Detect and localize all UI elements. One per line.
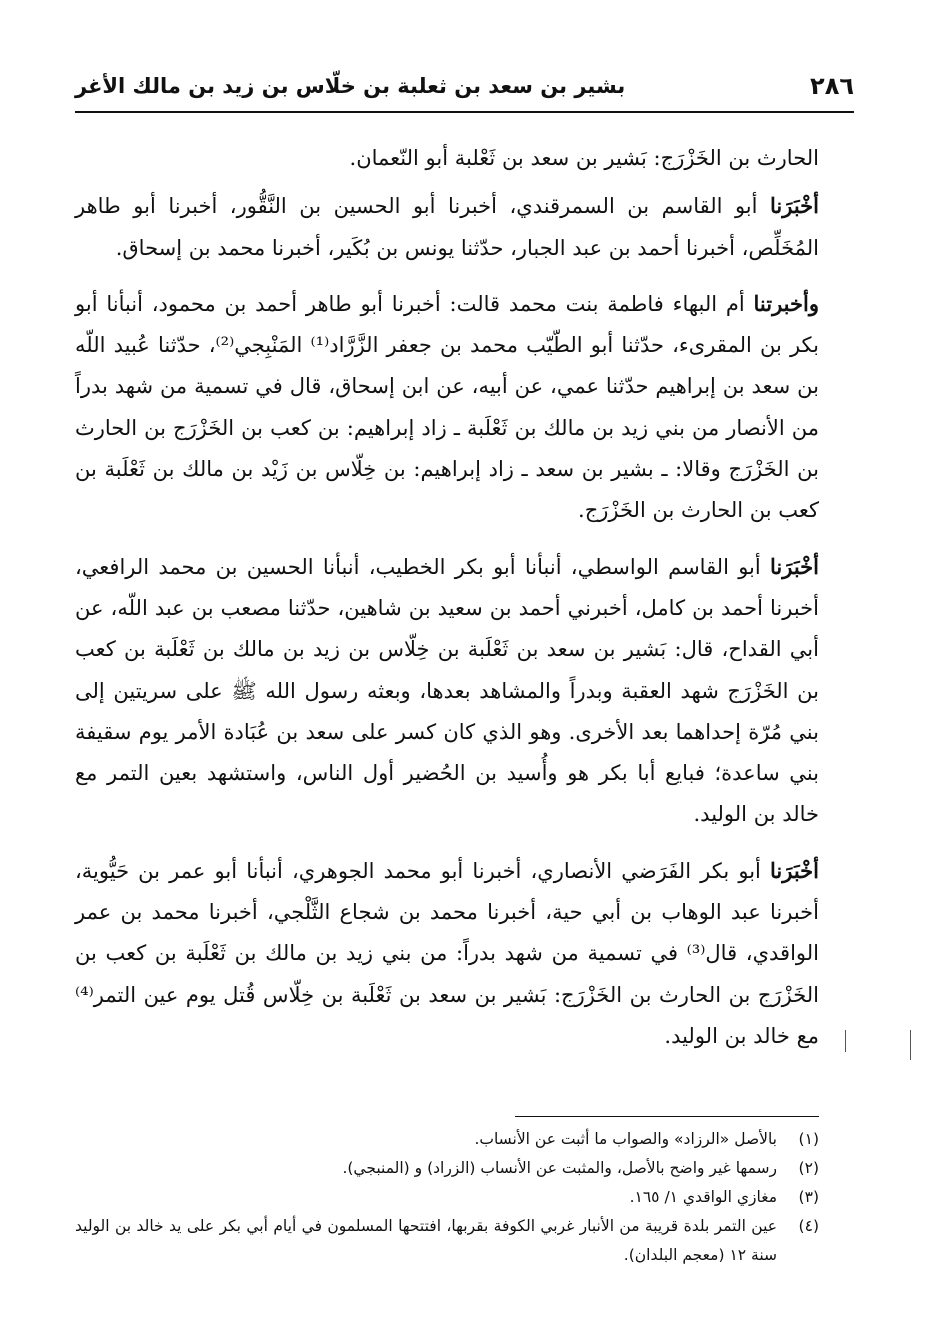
header-rule <box>75 111 854 113</box>
paragraph-5-text: أبو بكر الفَرَضي الأنصاري، أخبرنا أبو محمد الجوهري، أنبأنا أبو عمر بن حَيُّوية، أخبرنا عبد الوهاب بن أبي حية، أخبرنا محمد بن شجاع الثَّلْجي، أخبرنا محمد بن عمر الواقدي، قال⁽³⁾ في تسمية من شهد بدراً: من بني زيد بن مالك بن ثَعْلَبة بن كعب بن الخَزْرَج بن الحارث بن الخَزْرَج: بَشير بن سعد بن ثَعْلَبة بن خِلّاس قُتل يوم عين التمر⁽⁴⁾ مع خالد بن الوليد. <box>75 858 819 1048</box>
footnote-3 <box>75 1183 819 1212</box>
footnote-text: رسمها غير واضح بالأصل، والمثبت عن الأنساب (الزراد) و (المنبجي). <box>342 1159 777 1177</box>
footnotes <box>75 1125 819 1270</box>
paragraph-2 <box>75 185 819 269</box>
footnote-text: مغازي الواقدي ١/ ١٦٥. <box>629 1188 777 1206</box>
paragraph-3 <box>75 283 819 532</box>
footnote-number: (٤) <box>798 1217 819 1235</box>
page-header <box>75 72 854 110</box>
paragraph-3-lead: وأخبرتنا <box>753 290 819 316</box>
paragraph-2-text: أبو القاسم بن السمرقندي، أخبرنا أبو الحسين بن النَّقُّور، أخبرنا أبو طاهر المُخَلِّص، أخبرنا أحمد بن عبد الجبار، حدّثنا يونس بن بُكَير، أخبرنا محمد بن إسحاق. <box>75 194 819 260</box>
paragraph-2-lead: أخْبَرَنا <box>770 193 819 219</box>
paragraph-4-lead: أخْبَرَنا <box>770 553 819 579</box>
page-number: ٢٨٦ <box>810 72 854 100</box>
main-text <box>75 138 819 1071</box>
footnote-4 <box>75 1212 819 1270</box>
paragraph-1: الحارث بن الخَزْرَج: بَشير بن سعد بن ثَعْلبة أبو النّعمان. <box>349 146 819 170</box>
footnote-text: عين التمر بلدة قريبة من الأنبار غربي الكوفة بقربها، افتتحها المسلمون في أيام أبي بكر على يد خالد بن الوليد سنة ١٢ (معجم البلدان). <box>75 1217 777 1264</box>
paragraph-4 <box>75 546 819 836</box>
footnote-1 <box>75 1125 819 1154</box>
scan-margin-mark <box>845 1030 846 1052</box>
paragraph-3-text: أم البهاء فاطمة بنت محمد قالت: أخبرنا أبو طاهر أحمد بن محمود، أنبأنا أبو بكر بن المقرىء، حدّثنا أبو الطّيّب محمد بن جعفر الزَّرَّاد⁽¹⁾ المَنْبِجي⁽²⁾، حدّثنا عُبيد اللّه بن سعد بن إبراهيم حدّثنا عمي، عن أبيه، عن ابن إسحاق، قال في تسمية من شهد بدراً من الأنصار من بني زيد بن مالك بن ثَعْلَبة ـ زاد إبراهيم: بن كعب بن الخَزْرَج بن الحارث بن الخَزْرَج وقالا: ـ بشير بن سعد ـ زاد إبراهيم: بن خِلّاس بن زَيْد بن مالك بن ثَعْلَبة بن كعب بن الحارث بن الخَزْرَج. <box>75 291 819 523</box>
footnote-2 <box>75 1154 819 1183</box>
paragraph-5-lead: أخْبَرَنا <box>770 857 819 883</box>
paragraph-4-text: أبو القاسم الواسطي، أنبأنا أبو بكر الخطيب، أنبأنا الحسين بن محمد الرافعي، أخبرنا أحمد بن كامل، أخبرني أحمد بن سعيد بن شاهين، حدّثنا مصعب بن عبد اللّه، عن أبي القداح، قال: بَشير بن سعد بن ثَعْلَبة بن خِلّاس بن زيد بن مالك بن ثَعْلَبة بن كعب بن الخَزْرَج شهد العقبة وبدراً والمشاهد بعدها، وبعثه رسول الله ﷺ على سريتين إلى بني مُرّة إحداهما بعد الأخرى. وهو الذي كان كسر على سعد بن عُبَادة الأمر يوم سقيفة بني ساعدة؛ فبايع أبا بكر هو وأُسيد بن الحُضير أول الناس، واستشهد بعين التمر مع خالد بن الوليد. <box>75 554 819 827</box>
footnote-rule <box>515 1116 819 1117</box>
footnote-text: بالأصل «الرزاد» والصواب ما أثبت عن الأنساب. <box>474 1130 777 1148</box>
footnote-number: (٢) <box>798 1159 819 1177</box>
scan-margin-mark <box>910 1030 911 1060</box>
footnote-number: (١) <box>798 1130 819 1148</box>
footnote-number: (٣) <box>798 1188 819 1206</box>
running-title: بشير بن سعد بن ثعلبة بن خلّاس بن زيد بن مالك الأغر <box>75 74 626 98</box>
paragraph-5 <box>75 850 819 1057</box>
